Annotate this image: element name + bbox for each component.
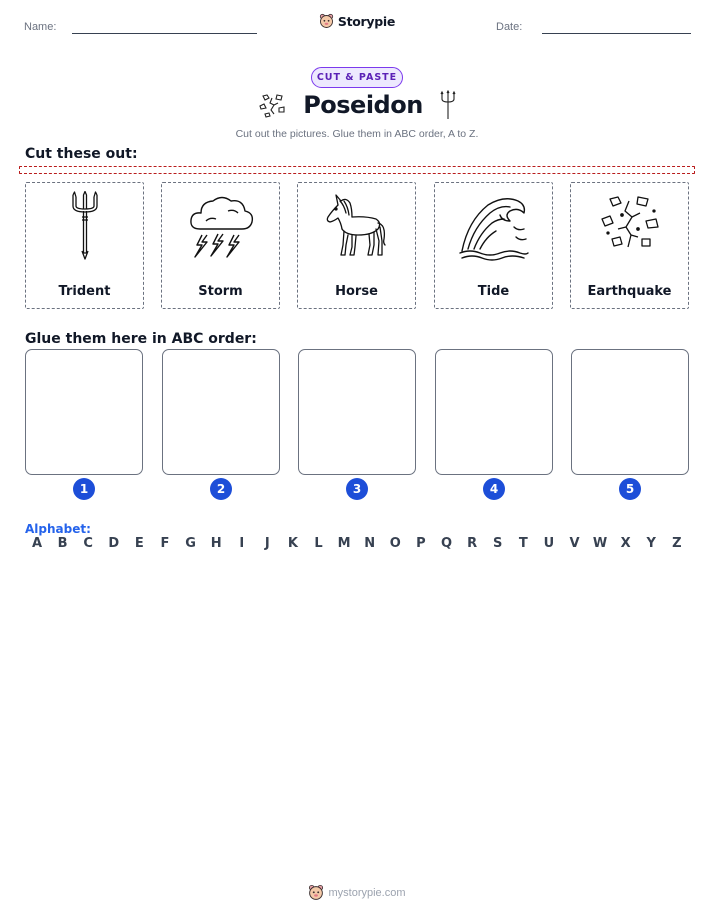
glue-slot-4[interactable] xyxy=(435,349,553,475)
glue-slot-1[interactable] xyxy=(25,349,143,475)
card-label-trident: Trident xyxy=(58,284,111,299)
alphabet-letter: K xyxy=(287,536,298,551)
cut-card-horse[interactable] xyxy=(297,182,416,309)
alphabet-letter: U xyxy=(543,536,555,551)
alphabet-letter: B xyxy=(57,536,68,551)
alphabet-letter: Z xyxy=(672,536,682,551)
alphabet-letter: S xyxy=(493,536,503,551)
alphabet-letter: G xyxy=(185,536,196,551)
alphabet-letter: X xyxy=(620,536,631,551)
card-label-earthquake: Earthquake xyxy=(587,284,672,299)
footer xyxy=(0,884,714,901)
brand-logo xyxy=(0,13,714,29)
footer-url[interactable]: mystorypie.com xyxy=(328,886,406,899)
trident-icon xyxy=(65,191,105,263)
storypie-mascot-icon xyxy=(308,884,324,901)
card-label-tide: Tide xyxy=(477,284,510,299)
date-label: Date: xyxy=(496,21,523,33)
instructions: Cut out the pictures. Glue them in ABC order, A to Z. xyxy=(235,128,479,140)
alphabet-letter: P xyxy=(416,536,426,551)
trident-icon xyxy=(439,90,457,120)
cut-card-tide[interactable] xyxy=(434,182,553,309)
glue-slot-5[interactable] xyxy=(571,349,689,475)
storypie-mascot-icon xyxy=(319,13,334,29)
cut-dashed-line xyxy=(19,166,695,174)
wave-icon xyxy=(458,191,530,261)
alphabet-letter: J xyxy=(264,536,270,551)
date-field[interactable] xyxy=(542,33,691,34)
name-label: Name: xyxy=(24,21,57,33)
slot-number-4: 4 xyxy=(483,478,505,500)
alphabet-letter: T xyxy=(518,536,528,551)
alphabet-letter: F xyxy=(160,536,170,551)
card-label-horse: Horse xyxy=(335,284,378,299)
earthquake-icon xyxy=(598,191,662,255)
alphabet-letter: Q xyxy=(440,536,453,551)
slot-number-1: 1 xyxy=(73,478,95,500)
alphabet-letter: O xyxy=(389,536,401,551)
cut-card-storm[interactable] xyxy=(161,182,280,309)
alphabet-label: Alphabet: xyxy=(25,522,91,536)
title-row xyxy=(0,90,714,120)
alphabet-letter: I xyxy=(239,536,245,551)
glue-slot-3[interactable] xyxy=(298,349,416,475)
activity-badge: CUT & PASTE xyxy=(311,67,403,88)
storm-cloud-icon xyxy=(186,191,256,261)
alphabet-letter: R xyxy=(467,536,478,551)
cut-card-trident[interactable] xyxy=(25,182,144,309)
alphabet-letter: A xyxy=(31,536,43,551)
alphabet-letter: N xyxy=(364,536,376,551)
slot-number-2: 2 xyxy=(210,478,232,500)
horse-icon xyxy=(322,191,392,261)
glue-section-heading: Glue them here in ABC order: xyxy=(25,331,257,347)
glue-slot-2[interactable] xyxy=(162,349,280,475)
slot-number-3: 3 xyxy=(346,478,368,500)
earthquake-icon xyxy=(257,92,287,118)
alphabet-letter: W xyxy=(592,536,608,551)
alphabet-letter: E xyxy=(134,536,144,551)
page-title: Poseidon xyxy=(303,91,423,119)
alphabet-row xyxy=(25,536,689,551)
cut-card-earthquake[interactable] xyxy=(570,182,689,309)
alphabet-letter: L xyxy=(314,536,323,551)
alphabet-letter: Y xyxy=(646,536,656,551)
alphabet-letter: C xyxy=(83,536,93,551)
alphabet-letter: D xyxy=(108,536,120,551)
brand-name: Storypie xyxy=(337,13,396,29)
name-field[interactable] xyxy=(72,33,257,34)
alphabet-letter: M xyxy=(337,536,351,551)
cut-section-heading: Cut these out: xyxy=(25,146,138,162)
card-label-storm: Storm xyxy=(198,284,243,299)
alphabet-letter: V xyxy=(569,536,580,551)
alphabet-letter: H xyxy=(210,536,222,551)
slot-number-5: 5 xyxy=(619,478,641,500)
